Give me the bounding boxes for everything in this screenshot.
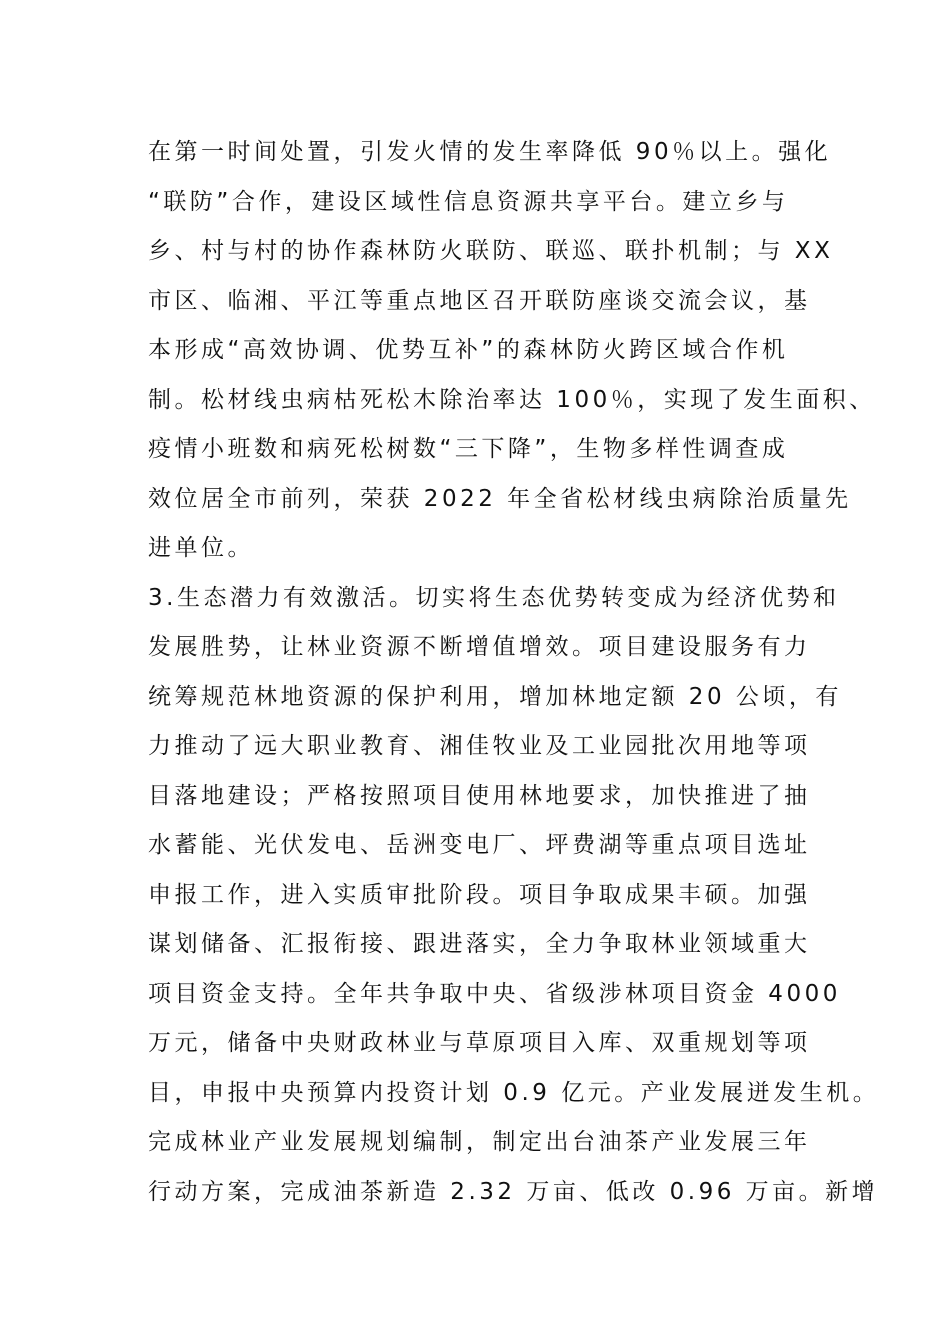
text-line: 在第一时间处置，引发火情的发生率降低 90％以上。强化: [148, 139, 832, 165]
text-line: 制。松材线虫病枯死松木除治率达 100％，实现了发生面积、: [148, 386, 876, 413]
text-line: 完成林业产业发展规划编制，制定出台油茶产业发展三年: [148, 1129, 811, 1155]
text-line: 水蓄能、光伏发电、岳洲变电厂、坪费湖等重点项目选址: [148, 832, 811, 858]
text-line: 市区、临湘、平江等重点地区召开联防座谈交流会议，基: [148, 287, 811, 314]
text-line: 疫情小班数和病死松树数“三下降”，生物多样性调查成: [148, 436, 789, 462]
text-line: 统筹规范林地资源的保护利用，增加林地定额 20 公顷，有: [148, 683, 842, 710]
text-line: “联防”合作，建设区域性信息资源共享平台。建立乡与: [148, 188, 789, 215]
text-line: 目，申报中央预算内投资计划 0.9 亿元。产业发展迸发生机。: [148, 1079, 880, 1106]
text-line: 本形成“高效协调、优势互补”的森林防火跨区域合作机: [148, 337, 789, 363]
text-line: 项目资金支持。全年共争取中央、省级涉林项目资金 4000: [148, 980, 841, 1007]
body-text: [148, 128, 880, 1217]
section-heading-line: 3.生态潜力有效激活。切实将生态优势转变成为经济优势和: [148, 584, 840, 611]
text-line: 进单位。: [148, 535, 254, 561]
text-line: 谋划储备、汇报衔接、跟进落实，全力争取林业领域重大: [148, 931, 811, 957]
text-line: 乡、村与村的协作森林防火联防、联巡、联扑机制；与 XX: [148, 238, 834, 264]
text-line: 发展胜势，让林业资源不断增值增效。项目建设服务有力: [148, 634, 811, 660]
text-line: 力推动了远大职业教育、湘佳牧业及工业园批次用地等项: [148, 733, 811, 759]
text-line: 申报工作，进入实质审批阶段。项目争取成果丰硕。加强: [148, 881, 811, 908]
text-line: 效位居全市前列，荣获 2022 年全省松材线虫病除治质量先: [148, 485, 852, 512]
text-line: 万元，储备中央财政林业与草原项目入库、双重规划等项: [148, 1030, 811, 1056]
text-line: 目落地建设；严格按照项目使用林地要求，加快推进了抽: [148, 782, 811, 809]
text-line: 行动方案，完成油茶新造 2.32 万亩、低改 0.96 万亩。新增: [148, 1178, 879, 1205]
